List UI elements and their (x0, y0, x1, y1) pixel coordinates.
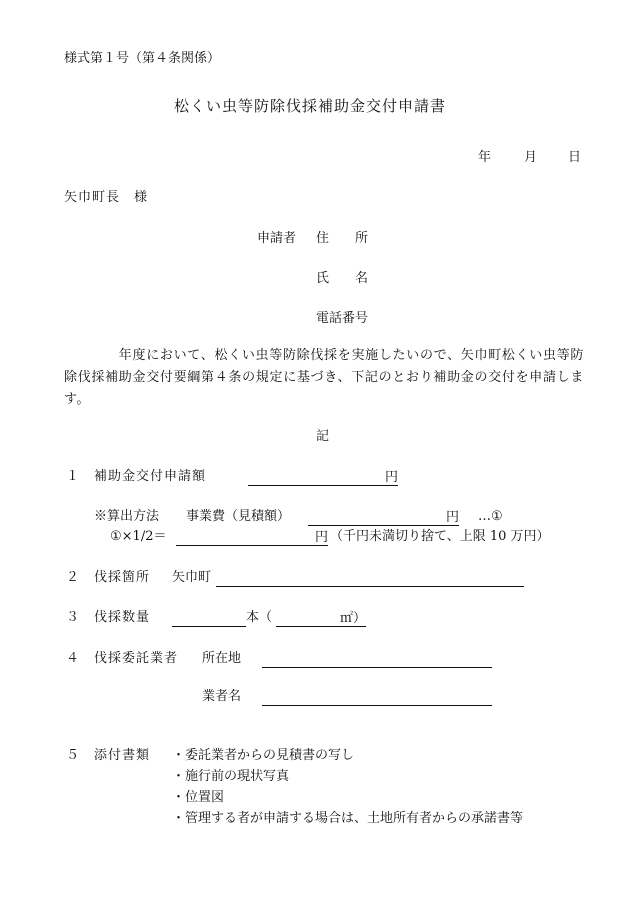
formula-result-blank (176, 529, 315, 546)
formula-result-field[interactable] (176, 528, 328, 546)
contractor-name-field[interactable] (262, 688, 492, 706)
item-5-label: 添付書類 (94, 748, 151, 763)
body-paragraph: 年度において、松くい虫等防除伐採を実施したいので、矢巾町松くい虫等防除伐採補助金交付要綱第４条の規定に基づき、下記のとおり補助金の交付を申請します。 (64, 348, 584, 407)
project-cost-label: 事業費（見積額） (186, 509, 291, 524)
contractor-location-field[interactable] (262, 650, 492, 668)
item-4-number: ４ (66, 651, 80, 666)
addressee: 矢巾町長 様 (64, 190, 149, 205)
tree-count-blank (172, 610, 246, 627)
formula-result-unit: 円 (315, 530, 329, 545)
item-1-number: １ (66, 469, 80, 484)
project-cost-ref: …① (478, 509, 503, 524)
logging-location-prefix: 矢巾町 (172, 570, 212, 585)
contractor-name-blank (262, 689, 492, 706)
form-number: 様式第１号（第４条関係） (64, 51, 221, 66)
logging-location-field[interactable] (216, 569, 524, 587)
item-2-number: ２ (66, 570, 80, 585)
applicant-address-label: 住 所 (316, 231, 369, 246)
item-5-number: ５ (66, 748, 80, 763)
applicant-label: 申請者 (257, 231, 297, 246)
item-4-label: 伐採委託業者 (94, 651, 179, 666)
subsidy-amount-field[interactable] (248, 468, 398, 486)
area-unit: ㎡） (340, 611, 367, 626)
calc-method-label: ※算出方法 (94, 509, 160, 524)
project-cost-unit: 円 (446, 510, 460, 525)
area-blank (276, 610, 340, 627)
logging-count-field[interactable] (172, 609, 246, 627)
subsidy-amount-unit: 円 (385, 470, 399, 485)
applicant-name-label: 氏 名 (316, 271, 369, 286)
tree-count-unit: 本（ (246, 610, 273, 625)
applicant-phone-label: 電話番号 (316, 311, 369, 326)
date-year: 年 (478, 150, 492, 165)
item-3-label: 伐採数量 (94, 610, 151, 625)
logging-location-blank (216, 570, 524, 587)
attachment-item: ・位置図 (172, 790, 225, 805)
item-2-label: 伐採箇所 (94, 570, 151, 585)
project-cost-blank (308, 509, 446, 526)
formula-label: ①×1/2＝ (110, 529, 167, 544)
formula-note: （千円未満切り捨て、上限 10 万円） (330, 529, 550, 544)
contractor-name-label: 業者名 (202, 689, 242, 704)
attachment-item: ・管理する者が申請する場合は、土地所有者からの承諾書等 (172, 811, 524, 826)
subsidy-amount-blank (248, 469, 385, 486)
contractor-location-label: 所在地 (202, 651, 242, 666)
date-day: 日 (568, 150, 582, 165)
item-3-number: ３ (66, 610, 80, 625)
page-title: 松くい虫等防除伐採補助金交付申請書 (174, 97, 447, 115)
item-1-label: 補助金交付申請額 (94, 469, 207, 484)
ki-heading: 記 (316, 429, 330, 444)
attachment-item: ・委託業者からの見積書の写し (172, 748, 355, 763)
attachment-item: ・施行前の現状写真 (172, 769, 290, 784)
logging-area-field[interactable] (276, 609, 366, 627)
contractor-location-blank (262, 651, 492, 668)
date-month: 月 (524, 150, 538, 165)
project-cost-field[interactable] (308, 508, 459, 526)
